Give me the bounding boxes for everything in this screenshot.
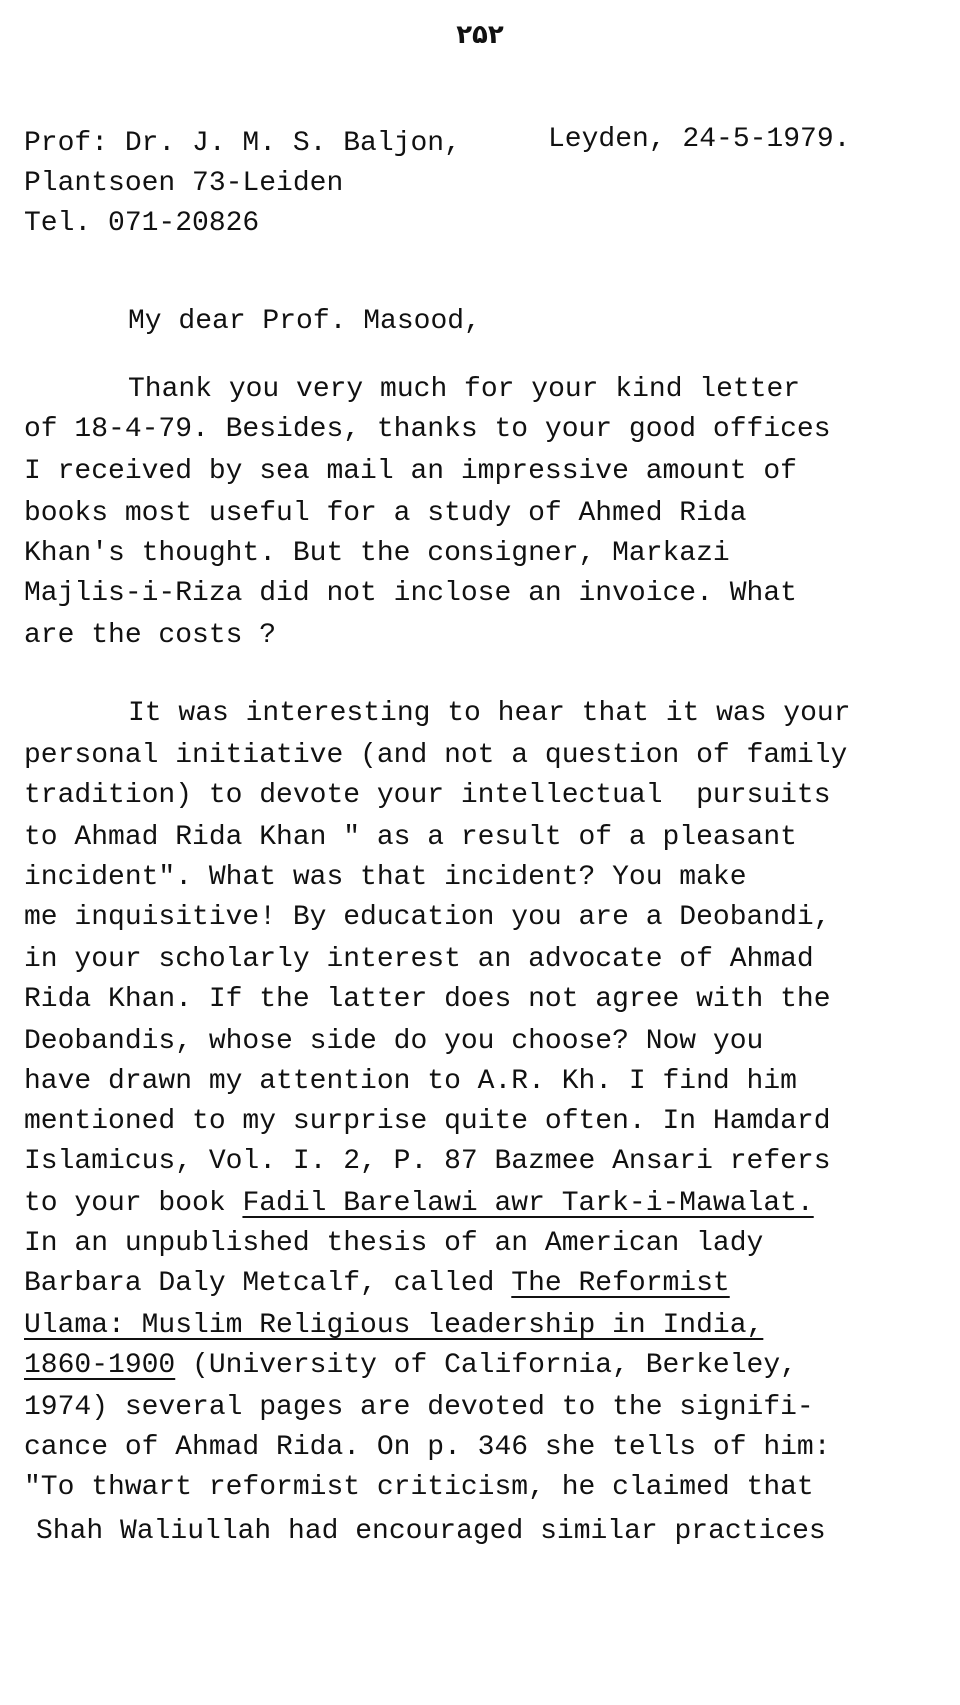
- sender-street: Plantsoen 73-Leiden: [24, 168, 344, 199]
- paragraph-line: Khan's thought. But the consigner, Markazi: [24, 538, 730, 569]
- paragraph-line: to Ahmad Rida Khan " as a result of a pleasant: [24, 822, 797, 853]
- line-text: to your book: [24, 1188, 243, 1219]
- paragraph-line: [24, 1346, 797, 1386]
- paragraph-line: [24, 1264, 730, 1304]
- paragraph-line: In an unpublished thesis of an American lady: [24, 1228, 764, 1259]
- paragraph-line: of 18-4-79. Besides, thanks to your good offices: [24, 414, 831, 445]
- thesis-title-underlined: The Reformist: [511, 1268, 730, 1299]
- line-text: (University of California, Berkeley,: [175, 1350, 797, 1381]
- page-number: ٢۵٢: [456, 20, 504, 50]
- paragraph-line: It was interesting to hear that it was your: [128, 698, 851, 729]
- paragraph-line: Majlis-i-Riza did not inclose an invoice. What: [24, 578, 797, 609]
- paragraph-line: tradition) to devote your intellectual pursuits: [24, 780, 831, 811]
- paragraph-line: personal initiative (and not a question of family: [24, 740, 848, 771]
- paragraph-line: have drawn my attention to A.R. Kh. I find him: [24, 1066, 797, 1097]
- paragraph-line: in your scholarly interest an advocate of Ahmad: [24, 944, 814, 975]
- sender-phone: Tel. 071-20826: [24, 208, 260, 239]
- paragraph-line: Deobandis, whose side do you choose? Now you: [24, 1026, 764, 1057]
- paragraph-line: Islamicus, Vol. I. 2, P. 87 Bazmee Ansari refers: [24, 1146, 831, 1177]
- paragraph-line: Shah Waliullah had encouraged similar practices: [36, 1516, 826, 1547]
- paragraph-line: me inquisitive! By education you are a Deobandi,: [24, 902, 831, 933]
- paragraph-line: Thank you very much for your kind letter: [128, 374, 801, 405]
- letter-date: Leyden, 24-5-1979.: [548, 124, 851, 155]
- paragraph-line: are the costs ?: [24, 620, 277, 651]
- paragraph-line: cance of Ahmad Rida. On p. 346 she tells of him:: [24, 1432, 831, 1463]
- paragraph-line: mentioned to my surprise quite often. In Hamdard: [24, 1106, 831, 1137]
- paragraph-line: books most useful for a study of Ahmed Rida: [24, 498, 747, 529]
- thesis-title-underlined: Ulama: Muslim Religious leadership in India,: [24, 1310, 764, 1341]
- book-title-underlined: Fadil Barelawi awr Tark-i-Mawalat.: [242, 1188, 814, 1219]
- salutation: My dear Prof. Masood,: [128, 306, 481, 337]
- line-text: Barbara Daly Metcalf, called: [24, 1268, 512, 1299]
- paragraph-line: "To thwart reformist criticism, he claimed that: [24, 1472, 814, 1503]
- paragraph-line: [24, 1184, 814, 1224]
- paragraph-line: incident". What was that incident? You make: [24, 862, 747, 893]
- paragraph-line: 1974) several pages are devoted to the signifi-: [24, 1392, 814, 1423]
- sender-name: Prof: Dr. J. M. S. Baljon,: [24, 128, 461, 159]
- paragraph-line: I received by sea mail an impressive amount of: [24, 456, 797, 487]
- thesis-title-underlined: 1860-1900: [24, 1350, 176, 1381]
- paragraph-line: Rida Khan. If the latter does not agree with the: [24, 984, 831, 1015]
